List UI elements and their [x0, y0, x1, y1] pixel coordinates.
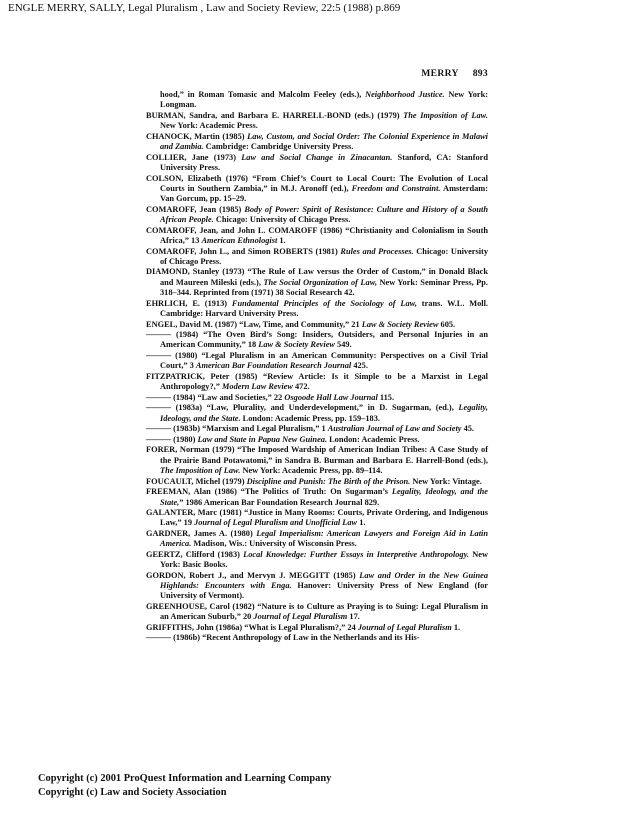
reference-dash: ——— — [146, 392, 172, 402]
reference-text: GEERTZ, Clifford (1983) — [146, 549, 244, 559]
reference-source: trans. W.L. Moll. Cambridge: Harvard University Press. — [160, 298, 489, 318]
reference-title: Law & Society Review — [361, 319, 439, 329]
reference-dash: ——— — [146, 403, 172, 413]
reference-entry — [146, 393, 488, 403]
reference-source: Chicago: University of Chicago Press. — [160, 246, 488, 266]
reference-text: BURMAN, Sandra, and Barbara E. HARRELL-BOND (eds.) (1979) — [146, 110, 404, 120]
running-head — [146, 68, 488, 80]
reference-source: Madison, Wis.: University of Wisconsin Press. — [191, 539, 357, 549]
reference-title: Australian Journal of Law and Society — [327, 424, 462, 434]
reference-text: GORDON, Robert J., and Mervyn J. MEGGITT (1985) — [146, 570, 360, 580]
reference-text: ENGEL, David M. (1987) “Law, Time, and Community,” 21 — [146, 319, 362, 329]
reference-entry — [146, 571, 488, 602]
reference-entry — [146, 226, 488, 247]
reference-source: 45. — [461, 424, 474, 434]
reference-text: hood,” in Roman Tomasic and Malcolm Feeley (eds.), — [160, 90, 366, 99]
reference-source: New York: Vintage. — [410, 476, 482, 486]
reference-text: COMAROFF, Jean (1985) — [146, 204, 245, 214]
reference-entry — [146, 267, 488, 298]
reference-source: Cambridge: Cambridge University Press. — [203, 142, 354, 152]
reference-title: Fundamental Principles of the Sociology of Law, — [231, 298, 417, 308]
reference-entry — [146, 205, 488, 226]
running-head-author: MERRY — [421, 68, 459, 79]
reference-entry — [146, 132, 488, 153]
reference-text: FORER, Norman (1979) “The Imposed Wardship of American Indian Tribes: A Case Study of the Prairie Band Potawatomi,” in Sandra B. Burman and Barbara E. Harrell-Bond (eds.), — [146, 445, 488, 465]
reference-text: CHANOCK, Martin (1985) — [146, 131, 248, 141]
reference-source: 1. — [451, 622, 461, 632]
reference-entry — [146, 351, 488, 372]
reference-title: Discipline and Punish: The Birth of the Prison. — [246, 476, 411, 486]
reference-source: 17. — [347, 612, 360, 622]
reference-source: New York: Academic Press. — [160, 121, 258, 131]
copyright-line-association: Copyright (c) Law and Society Association — [38, 787, 227, 798]
reference-entry — [146, 299, 488, 320]
reference-source: 425. — [351, 361, 368, 371]
reference-entry — [146, 602, 488, 623]
reference-source: 1. — [277, 235, 286, 245]
reference-source: New York: Longman. — [160, 90, 488, 110]
reference-source: Stanford, CA: Stanford University Press. — [160, 152, 488, 172]
reference-source: Chicago: University of Chicago Press. — [213, 215, 351, 225]
reference-entry — [146, 330, 488, 351]
reference-text: DIAMOND, Stanley (1973) “The Rule of Law versus the Order of Custom,” in Donald Black and Maureen Mileski (eds.), — [146, 267, 488, 287]
reference-entry — [146, 372, 488, 393]
reference-entry — [146, 508, 488, 529]
reference-text: (1983a) “Law, Plurality, and Underdevelopment,” in D. Sugarman, (ed.), — [171, 403, 459, 413]
reference-entry — [146, 320, 488, 330]
reference-title: Law, Custom, and Social Order: The Colonial Experience in Malawi and Zambia. — [160, 131, 488, 152]
reference-text: FREEMAN, Alan (1986) “The Politics of Truth: On Sugarman’s — [146, 487, 392, 497]
reference-title: Journal of Legal Pluralism and Unofficial Law — [194, 518, 358, 528]
reference-text: EHRLICH, E. (1913) — [146, 298, 232, 308]
reference-title: Freedom and Constraint. — [351, 183, 441, 193]
reference-text: COLSON, Elizabeth (1976) “From Chief’s Court to Local Court: The Evolution of Local Courts in Southern Zambia,” in M.J. Aronoff (ed.), — [146, 173, 488, 193]
reference-source: Amsterdam: Van Gorcum, pp. 15–29. — [160, 183, 489, 204]
reference-source: New York: Seminar Press, Pp. 318–344. Reprinted from (1971) 38 Social Research 42. — [160, 277, 488, 298]
reference-source: Hanover: University Press of New England (for University of Vermont). — [160, 581, 488, 601]
reference-text: (1980) — [171, 434, 198, 444]
reference-title: Law and Social Change in Zinacantan. — [241, 152, 393, 162]
reference-entry — [146, 487, 488, 508]
reference-source: 1. — [357, 518, 366, 528]
reference-title: Law and Order in the New Guinea Highlands: Encounters with Enga. — [160, 570, 488, 591]
reference-source: 472. — [292, 382, 310, 392]
reference-title: The Imposition of Law. — [403, 110, 488, 120]
reference-title: Body of Power: Spirit of Resistance: Culture and History of a South African People. — [160, 204, 488, 225]
reference-source: 115. — [377, 392, 395, 402]
reference-title: Legality, Ideology, and the State. — [160, 403, 488, 423]
reference-list — [146, 90, 488, 644]
reference-title: Rules and Processes. — [340, 246, 414, 256]
reference-entry — [146, 633, 488, 643]
reference-text: (1984) “Law and Societies,” 22 — [171, 392, 285, 402]
reference-source: 549. — [334, 340, 352, 350]
reference-source: London: Academic Press, pp. 159–183. — [240, 413, 380, 423]
reference-title: Journal of Legal Pluralism — [253, 612, 348, 622]
reference-title: Modern Law Review — [221, 382, 293, 392]
reference-source: New York: Academic Press, pp. 89–114. — [240, 466, 383, 476]
reference-text: FITZPATRICK, Peter (1985) “Review Article: Is it Simple to be a Marxist in Legal Anthropology?,” — [146, 371, 488, 392]
reference-text: (1980) “Legal Pluralism in an American Community: Perspectives on a Civil Trial Court,” 3 — [160, 350, 488, 371]
copyright-line-publisher: Copyright (c) 2001 ProQuest Information and Learning Company — [38, 773, 332, 784]
copyright-footer — [38, 772, 331, 800]
reference-text: FOUCAULT, Michel (1979) — [146, 476, 247, 486]
reference-title: Local Knowledge: Further Essays in Interpretive Anthropology. — [243, 549, 470, 559]
reference-title: Law & Society Review — [258, 340, 335, 350]
reference-source: ” 1986 American Bar Foundation Research Journal 829. — [179, 497, 380, 507]
reference-entry — [146, 403, 488, 424]
reference-dash: ——— — [146, 424, 172, 434]
reference-entry — [146, 435, 488, 445]
reference-entry — [146, 529, 488, 550]
reference-source: London: Academic Press. — [327, 434, 420, 444]
reference-title: American Ethnologist — [201, 235, 278, 245]
reference-entry — [146, 477, 488, 487]
reference-entry — [146, 153, 488, 174]
page-number: 893 — [472, 68, 488, 79]
reference-entry — [146, 550, 488, 571]
reference-title: Journal of Legal Pluralism — [357, 622, 452, 632]
reference-text: COLLIER, Jane (1973) — [146, 152, 242, 162]
reference-title: The Social Organization of Law, — [263, 277, 378, 287]
reference-source: 605. — [438, 319, 456, 329]
reference-entry — [146, 623, 488, 633]
reference-text: (1986b) “Recent Anthropology of Law in the Netherlands and its His- — [171, 633, 420, 643]
reference-text: GALANTER, Marc (1981) “Justice in Many Rooms: Courts, Private Ordering, and Indigenous Law,” 19 — [146, 508, 488, 528]
reference-title: Legality, Ideology, and the State, — [160, 487, 489, 507]
reference-text: (1983b) “Marxism and Legal Pluralism,” 1 — [171, 424, 328, 434]
reference-source: New York: Basic Books. — [160, 549, 489, 570]
reference-dash: ——— — [146, 633, 172, 643]
reference-entry — [146, 90, 488, 111]
reference-title: Osgoode Hall Law Journal — [284, 392, 378, 402]
reference-title: Neighborhood Justice. — [365, 90, 445, 99]
reference-entry — [146, 247, 488, 268]
reference-text: GRIFFITHS, John (1986a) “What is Legal Pluralism?,” 24 — [146, 622, 358, 632]
reference-entry — [146, 424, 488, 434]
reference-title: American Bar Foundation Research Journal — [195, 361, 352, 371]
document-page — [146, 68, 488, 644]
reference-entry — [146, 111, 488, 132]
citation-header: ENGLE MERRY, SALLY, Legal Pluralism , Law and Society Review, 22:5 (1988) p.869 — [8, 2, 401, 14]
reference-text: (1984) “The Oven Bird’s Song: Insiders, Outsiders, and Personal Injuries in an American Community,” 18 — [160, 330, 488, 350]
reference-entry — [146, 174, 488, 205]
reference-dash: ——— — [146, 434, 172, 444]
reference-text: GARDNER, James A. (1980) — [146, 529, 257, 538]
reference-dash: ——— — [146, 330, 172, 340]
reference-title: Legal Imperialism: American Lawyers and Foreign Aid in Latin America. — [160, 529, 488, 549]
reference-text: COMAROFF, Jean, and John L. COMAROFF (1986) “Christianity and Colonialism in South Africa,” 13 — [146, 225, 488, 245]
reference-entry — [146, 445, 488, 476]
reference-text: COMAROFF, John L., and Simon ROBERTS (1981) — [146, 246, 341, 256]
reference-title: The Imposition of Law. — [160, 466, 241, 476]
reference-text: GREENHOUSE, Carol (1982) “Nature is to Culture as Praying is to Suing: Legal Pluralism in an American Suburb,” 20 — [146, 601, 488, 622]
reference-title: Law and State in Papua New Guinea. — [197, 434, 328, 444]
reference-dash: ——— — [146, 350, 172, 360]
